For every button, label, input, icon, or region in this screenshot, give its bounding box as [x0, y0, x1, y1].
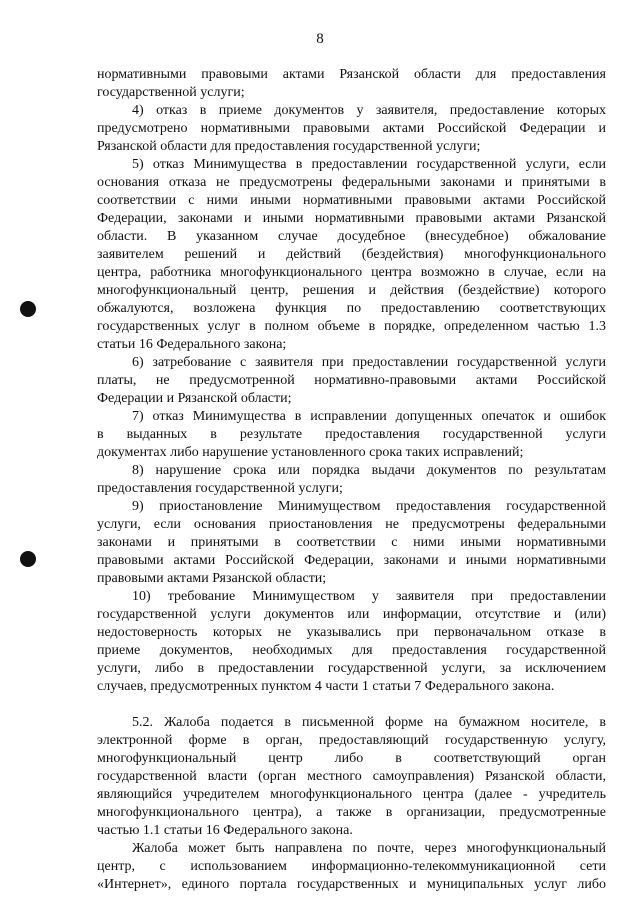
- text-line: электронной форме в орган, предоставляющий государственную услугу,: [97, 733, 606, 748]
- text-line: многофункциональный центр, решения и действия (бездействие) которого: [97, 283, 606, 298]
- text-line: предусмотрено нормативными правовыми актами Российской Федерации и: [97, 121, 606, 136]
- punch-hole-lower: [20, 551, 36, 567]
- text-line: являющийся учредителем многофункционального центра (далее - учредитель: [97, 787, 606, 802]
- text-line: многофункционального центра), а также в организации, предусмотренные: [97, 805, 606, 820]
- text-line: законами и принятыми в соответствии с ними иными нормативными: [97, 535, 606, 550]
- text-line: 10) требование Минимуществом у заявителя при предоставлении: [132, 589, 606, 604]
- page-number: 8: [316, 31, 324, 47]
- text-line: государственных услуг в полном объеме в порядке, определенном частью 1.3: [97, 319, 606, 334]
- text-line: услуги, если основания приостановления не предусмотрены федеральными: [97, 517, 606, 532]
- punch-hole-upper: [20, 301, 36, 317]
- text-line: обжалуются, возложена функция по предоставлению соответствующих: [97, 301, 606, 316]
- text-line: предоставления государственной услуги;: [97, 481, 343, 496]
- text-line: государственной услуги документов или информации, отсутствие и (или): [97, 607, 606, 622]
- text-line: государственной услуги;: [97, 85, 245, 100]
- text-line: недостоверность которых не указывались при первоначальном отказе в: [97, 625, 606, 640]
- text-line: государственной власти (орган местного самоуправления) Рязанской области,: [97, 769, 606, 784]
- text-line: 7) отказ Минимущества в исправлении допущенных опечаток и ошибок: [132, 409, 606, 424]
- text-line: правовыми актами Российской Федерации, законами и иными нормативными: [97, 553, 606, 568]
- text-line: соответствии с ними иными нормативными правовыми актами Российской: [97, 193, 606, 208]
- text-line: случаев, предусмотренных пунктом 4 части 1 статьи 7 Федерального закона.: [97, 679, 555, 694]
- text-line: Федерации и Рязанской области;: [97, 391, 292, 406]
- text-line: платы, не предусмотренной нормативно-правовыми актами Российской: [97, 373, 606, 388]
- text-line: 5.2. Жалоба подается в письменной форме на бумажном носителе, в: [132, 715, 606, 730]
- text-line: «Интернет», единого портала государственных и муниципальных услуг либо: [97, 877, 606, 892]
- text-line: центра, работника многофункционального центра возможно в случае, если на: [97, 265, 606, 280]
- text-line: 5) отказ Минимущества в предоставлении государственной услуги, если: [132, 157, 606, 172]
- text-line: услуги, либо в предоставлении государственной услуги, за исключением: [97, 661, 606, 676]
- text-line: Федерации, законами и иными нормативными правовыми актами Рязанской: [97, 211, 606, 226]
- text-line: 6) затребование с заявителя при предоставлении государственной услуги: [132, 355, 606, 370]
- text-line: правовыми актами Рязанской области;: [97, 571, 327, 586]
- text-line: заявителем решений и действий (бездействия) многофункционального: [97, 247, 606, 262]
- text-line: основания отказа не предусмотрены федеральными законами и принятыми в: [97, 175, 606, 190]
- text-line: области. В указанном случае досудебное (внесудебное) обжалование: [97, 229, 606, 244]
- text-line: нормативными правовыми актами Рязанской области для предоставления: [97, 67, 606, 82]
- text-line: документах либо нарушение установленного срока таких исправлений;: [97, 445, 524, 460]
- text-line: 4) отказ в приеме документов у заявителя, предоставление которых: [132, 103, 606, 118]
- text-line: частью 1.1 статьи 16 Федерального закона.: [97, 823, 353, 838]
- text-line: приеме документов, необходимых для предоставления государственной: [97, 643, 606, 658]
- text-line: статьи 16 Федерального закона;: [97, 337, 287, 352]
- text-line: в выданных в результате предоставления государственной услуги: [97, 427, 606, 442]
- text-line: Жалоба может быть направлена по почте, через многофункциональный: [132, 841, 606, 856]
- text-line: 9) приостановление Минимуществом предоставления государственной: [132, 499, 606, 514]
- text-line: Рязанской области для предоставления государственной услуги;: [97, 139, 481, 154]
- text-line: 8) нарушение срока или порядка выдачи документов по результатам: [132, 463, 606, 478]
- text-line: центр, с использованием информационно-телекоммуникационной сети: [97, 859, 606, 874]
- text-line: многофункциональный центр либо в соответствующий орган: [97, 751, 606, 766]
